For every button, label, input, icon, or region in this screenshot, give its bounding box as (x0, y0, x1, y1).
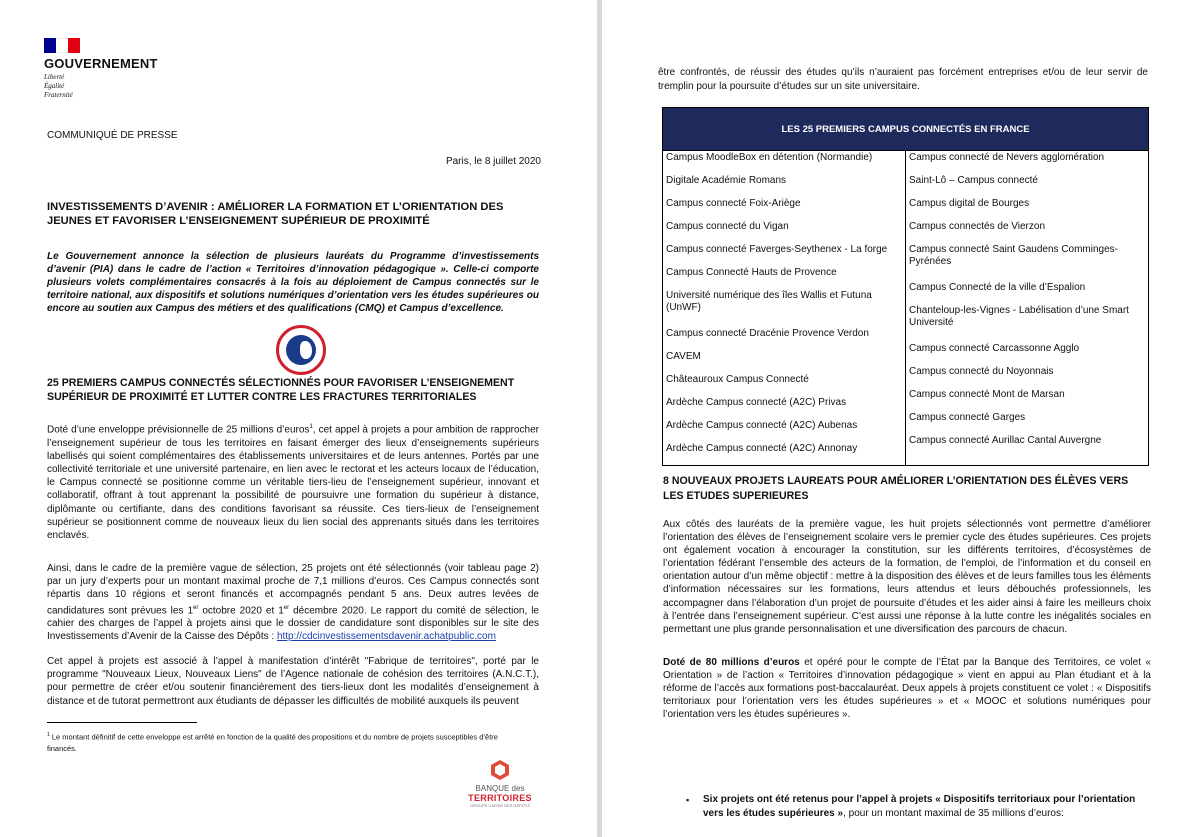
footnote-num: 1 (47, 732, 50, 738)
p1-text-a: Doté d’une enveloppe prévisionnelle de 25 millions d’euros (47, 424, 310, 436)
motto-egalite: Égalité (44, 82, 65, 90)
paragraph-5 (663, 656, 1151, 721)
banque-des-territoires-logo (468, 760, 532, 808)
list-item: Campus connecté Dracénie Provence Verdon (666, 328, 869, 339)
list-item: Campus Connecté Hauts de Provence (666, 267, 837, 278)
motto-liberte: Liberté (44, 73, 65, 81)
p5-bold: Doté de 80 millions d’euros (663, 657, 800, 668)
p2-text-b: octobre 2020 et 1 (198, 604, 284, 616)
date-line: Paris, le 8 juillet 2020 (445, 156, 541, 167)
paragraph-4: Aux côtés des lauréats de la première vague, les huit projets sélectionnés vont permettre d’améliorer l’orientation des élèves de l’enseignement scolaire vers le premier cycle des études supérieures. Ces projets ont également vocation à encourager la constitution, sur les différents territoires, d’écosystèmes de l’orientation fédérant l’ensemble des acteurs de la formation, de l’emploi, de l’information et du conseil en orientation autour d’un même objectif : mettre à la disposition des élèves et de leurs familles tous les éléments d’information nécessaires sur les formations, leurs attendus et leurs débouchés professionnels, les accompagner dans l’élaboration d’un projet de poursuite d’études et les aider ainsi à faire les meilleurs choix à l’entrée dans l’enseignement supérieur. C’est aussi une réponse à la lutte contre les inégalités sociales en permettant une plus grande personnalisation et une diversification des parcours de chacun. (663, 519, 1151, 635)
motto (44, 73, 73, 100)
list-item: Campus connecté du Vigan (666, 221, 789, 232)
paragraph-3: Cet appel à projets est associé à l’appel à manifestation d’intérêt "Fabrique de territoires", porté par le programme "Nouveaux Lieux, Nouveaux Liens" de l’Agence nationale de cohésion des territoires (A.N.C.T.), pour permettre de créer et/ou soutenir financièrement des tiers-lieux dont les modalités d’enseignement à distance et de tutorat permettront aux étudiants de dépasser les difficultés de mobilité auxquels ils peuvent (47, 656, 539, 707)
list-item: Digitale Académie Romans (666, 175, 787, 186)
bullet-bold: Six projets ont été retenus pour l’appel à projets « Dispositifs territoriaux pour l’orientation vers les études supérieures » (703, 794, 1136, 819)
investir-avenir-logo-icon (276, 325, 326, 375)
list-item: Ardèche Campus connecté (A2C) Privas (666, 397, 847, 408)
table-left-column (663, 151, 906, 466)
list-item: Châteauroux Campus Connecté (666, 374, 809, 385)
french-flag-icon (44, 38, 80, 53)
paragraph-2 (47, 562, 539, 644)
footnote-divider (47, 722, 197, 723)
list-item: CAVEM (666, 351, 701, 362)
cdc-link[interactable]: http://cdcinvestissementsdavenir.achatpublic.com (276, 631, 496, 643)
list-item: Saint-Lô – Campus connecté (909, 175, 1038, 186)
p2-sup-2: er (283, 604, 290, 611)
continued-paragraph: être confrontés, de réussir des études qu’ils n’auraient pas forcément entreprises et/ou de leur servir de tremplin pour la poursuite d’études sur un site universitaire. (658, 67, 1148, 92)
list-item: Ardèche Campus connecté (A2C) Aubenas (666, 420, 858, 431)
bullet-marker-icon: ▪ (686, 795, 690, 805)
bdt-hexagon-icon (491, 760, 509, 780)
p2-sup-1: er (193, 604, 199, 611)
list-item: Campus Connecté de la ville d’Espalion (909, 282, 1086, 293)
list-item: Campus connecté Garges (909, 412, 1026, 423)
list-item: Ardèche Campus connecté (A2C) Annonay (666, 443, 858, 454)
footnote (47, 730, 517, 754)
list-item: Campus connecté Faverges-Seythenex - La forge (666, 244, 888, 255)
intro-paragraph: Le Gouvernement annonce la sélection de plusieurs lauréats du Programme d’investissements d’avenir (PIA) dans le cadre de l’action « Territoires d’innovation pédagogique ». Celle-ci comporte plusieurs volets complémentaires consacrés à la fois au déploiement de Campus connectés sur le territoire national, aux dispositifs et solutions numériques d’orientation vers les études supérieures ou encore au soutien aux Campus des métiers et des qualifications (CMQ) et Campus d’excellence. (47, 251, 539, 314)
p2-text-a: Ainsi, dans le cadre de la première vague de sélection, 25 projets ont été sélectionnés (voir tableau page 2) par un jury d’experts pour un montant maximal proche de 7,1 millions d’euros. Ces Campus connectés sont répartis dans 10 régions et seront financés et accompagnés pendant 5 ans. Deux autres levées de candidatures sont prévues les 1 (47, 563, 539, 616)
list-item: Campus connecté de Nevers agglomération (909, 152, 1105, 163)
list-item: Université numérique des îles Wallis et Futuna (UnWF) (666, 290, 872, 313)
government-logo-text: GOUVERNEMENT (44, 56, 158, 71)
section1-title: 25 PREMIERS CAMPUS CONNECTÉS SÉLECTIONNÉS POUR FAVORISER L’ENSEIGNEMENT SUPÉRIEUR DE PROXIMITÉ ET LUTTER CONTRE LES FRACTURES TERRITORIALES (47, 377, 515, 403)
table-right-column (906, 151, 1149, 466)
motto-fraternite: Fraternité (44, 91, 73, 99)
list-item: Campus connecté Foix-Ariège (666, 198, 801, 209)
campus-table (662, 107, 1149, 466)
list-item: Campus connecté Aurillac Cantal Auvergne (909, 435, 1102, 446)
paragraph-1 (47, 421, 539, 542)
page-title: INVESTISSEMENTS D’AVENIR : AMÉLIORER LA FORMATION ET L’ORIENTATION DES JEUNES ET FAVORISER L’ENSEIGNEMENT SUPÉRIEUR DE PROXIMITÉ (47, 201, 504, 227)
page-1 (0, 0, 597, 837)
p5-text: et opéré pour le compte de l’État par la Banque des Territoires, ce volet « Orientation » de l’action « Territoires d’innovation pédagogique » vient en appui au Plan étudiant et à la réforme de l’accès aux formations post-baccalauréat. Deux appels à projets constituent ce volet : « Dispositifs territoriaux pour l’orientation vers les études supérieures » et « MOOC et solutions numériques pour l’orientation vers les études supérieures ». (663, 657, 1151, 721)
list-item: Chanteloup-les-Vignes - Labélisation d’une Smart Université (909, 305, 1129, 328)
list-item: Campus connecté Mont de Marsan (909, 389, 1065, 400)
list-item: Campus connectés de Vierzon (909, 221, 1046, 232)
bdt-line-3: GROUPE CAISSE DES DÉPÔTS (469, 803, 530, 808)
p2-text-c: décembre 2020. Le rapport du comité de sélection, le cahier des charges de l’appel à projets ainsi que le dossier de candidature sont disponibles sur le site des Investissements d’Avenir de la Caisse des Dépôts : (47, 604, 539, 643)
section2-title: 8 NOUVEAUX PROJETS LAUREATS POUR AMÉLIORER L’ORIENTATION DES ÉLÈVES VERS LES ETUDES SUPERIEURES (663, 475, 1129, 502)
footnote-ref: 1 (309, 424, 313, 430)
list-item: Campus connecté Saint Gaudens Comminges-Pyrénées (909, 244, 1118, 267)
bdt-line-1: BANQUE des (475, 784, 525, 793)
bullet-item (703, 793, 1153, 821)
bullet-text: , pour un montant maximal de 35 millions d’euros: (843, 808, 1064, 819)
list-item: Campus digital de Bourges (909, 198, 1030, 209)
footnote-text: Le montant définitif de cette enveloppe est arrêté en fonction de la qualité des propositions et du nombre de projets susceptibles d’être financés. (47, 732, 498, 753)
list-item: Campus MoodleBox en détention (Normandie) (666, 152, 873, 163)
p1-text-b: , cet appel à projets a pour ambition de rapprocher l’enseignement supérieur de tous les territoires en faisant émerger des lieux d’enseignements supérieurs labellisés qui soient complémentaires des établissements universitaires et de leurs antennes. Portés par une collectivité territoriale et une université partenaire, en lien avec le rectorat et les acteurs locaux de l’éducation, le Campus connecté se positionne comme un véritable tiers-lieu de l’enseignement supérieur, innovant et collaboratif, offrant à tout apprenant la possibilité de poursuivre une formation du supérieur à distance, diplômante ou certifiante, dans des conditions favorisant sa réussite. Ces tiers-lieux de l’enseignement supérieur se positionnent comme de nouveaux lieux du lien social des apprenants situés dans les territoires enclavés. (47, 424, 539, 541)
communique-label: COMMUNIQUÉ DE PRESSE (47, 130, 178, 141)
table-header: LES 25 PREMIERS CAMPUS CONNECTÉS EN FRANCE (663, 108, 1149, 151)
bdt-line-2: TERRITOIRES (468, 793, 532, 803)
list-item: Campus connecté du Noyonnais (909, 366, 1054, 377)
list-item: Campus connecté Carcassonne Agglo (909, 343, 1080, 354)
